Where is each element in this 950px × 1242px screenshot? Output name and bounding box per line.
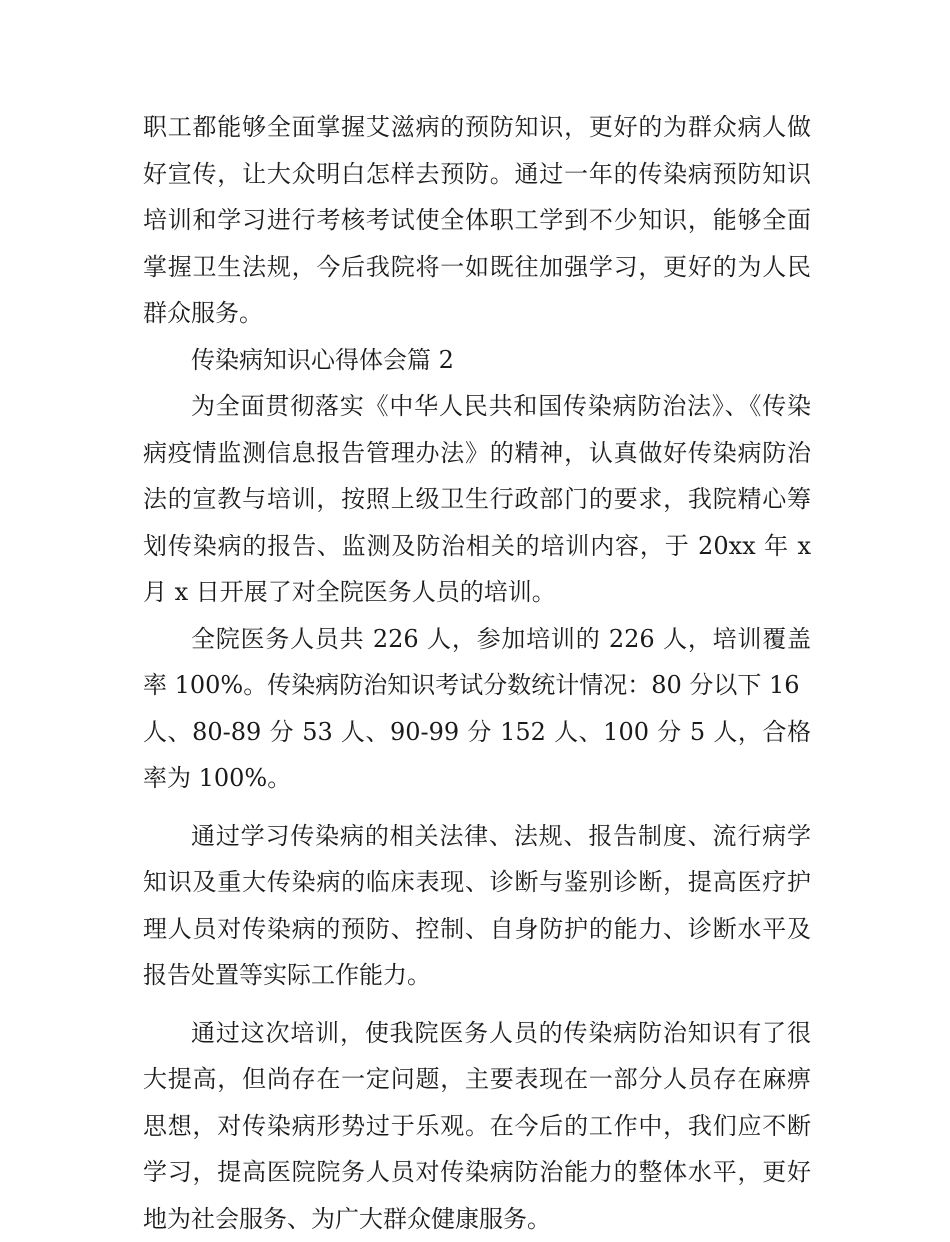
paragraph-learning: 通过学习传染病的相关法律、法规、报告制度、流行病学知识及重大传染病的临床表现、诊断与鉴别诊断，提高医疗护理人员对传染病的预防、控制、自身防护的能力、诊断水平及报告处置等实际工作能力。: [143, 813, 811, 999]
paragraph-continued: 职工都能够全面掌握艾滋病的预防知识，更好的为群众病人做好宣传，让大众明白怎样去预防。通过一年的传染病预防知识培训和学习进行考核考试使全体职工学到不少知识，能够全面掌握卫生法规，今后我院将一如既往加强学习，更好的为人民群众服务。: [143, 104, 811, 337]
document-body: [143, 104, 811, 1242]
paragraph-conclusion: 通过这次培训，使我院医务人员的传染病防治知识有了很大提高，但尚存在一定问题，主要表现在一部分人员存在麻痹思想，对传染病形势过于乐观。在今后的工作中，我们应不断学习，提高医院院务人员对传染病防治能力的整体水平，更好地为社会服务、为广大群众健康服务。: [143, 1010, 811, 1242]
statistics-line-2: 人、80-89 分 53 人、90-99 分 152 人、100 分 5 人，合格率为 100%。: [143, 709, 811, 802]
paragraph-statistics: [143, 616, 811, 802]
statistics-line-1: 全院医务人员共 226 人，参加培训的 226 人，培训覆盖率 100%。传染病防治知识考试分数统计情况：80 分以下 16: [143, 616, 811, 709]
paragraph-intro: 为全面贯彻落实《中华人民共和国传染病防治法》、《传染病疫情监测信息报告管理办法》的精神，认真做好传染病防治法的宣教与培训，按照上级卫生行政部门的要求，我院精心筹划传染病的报告、监测及防治相关的培训内容，于 20xx 年 x 月 x 日开展了对全院医务人员的培训。: [143, 383, 811, 616]
section-heading: 传染病知识心得体会篇 2: [143, 337, 811, 384]
